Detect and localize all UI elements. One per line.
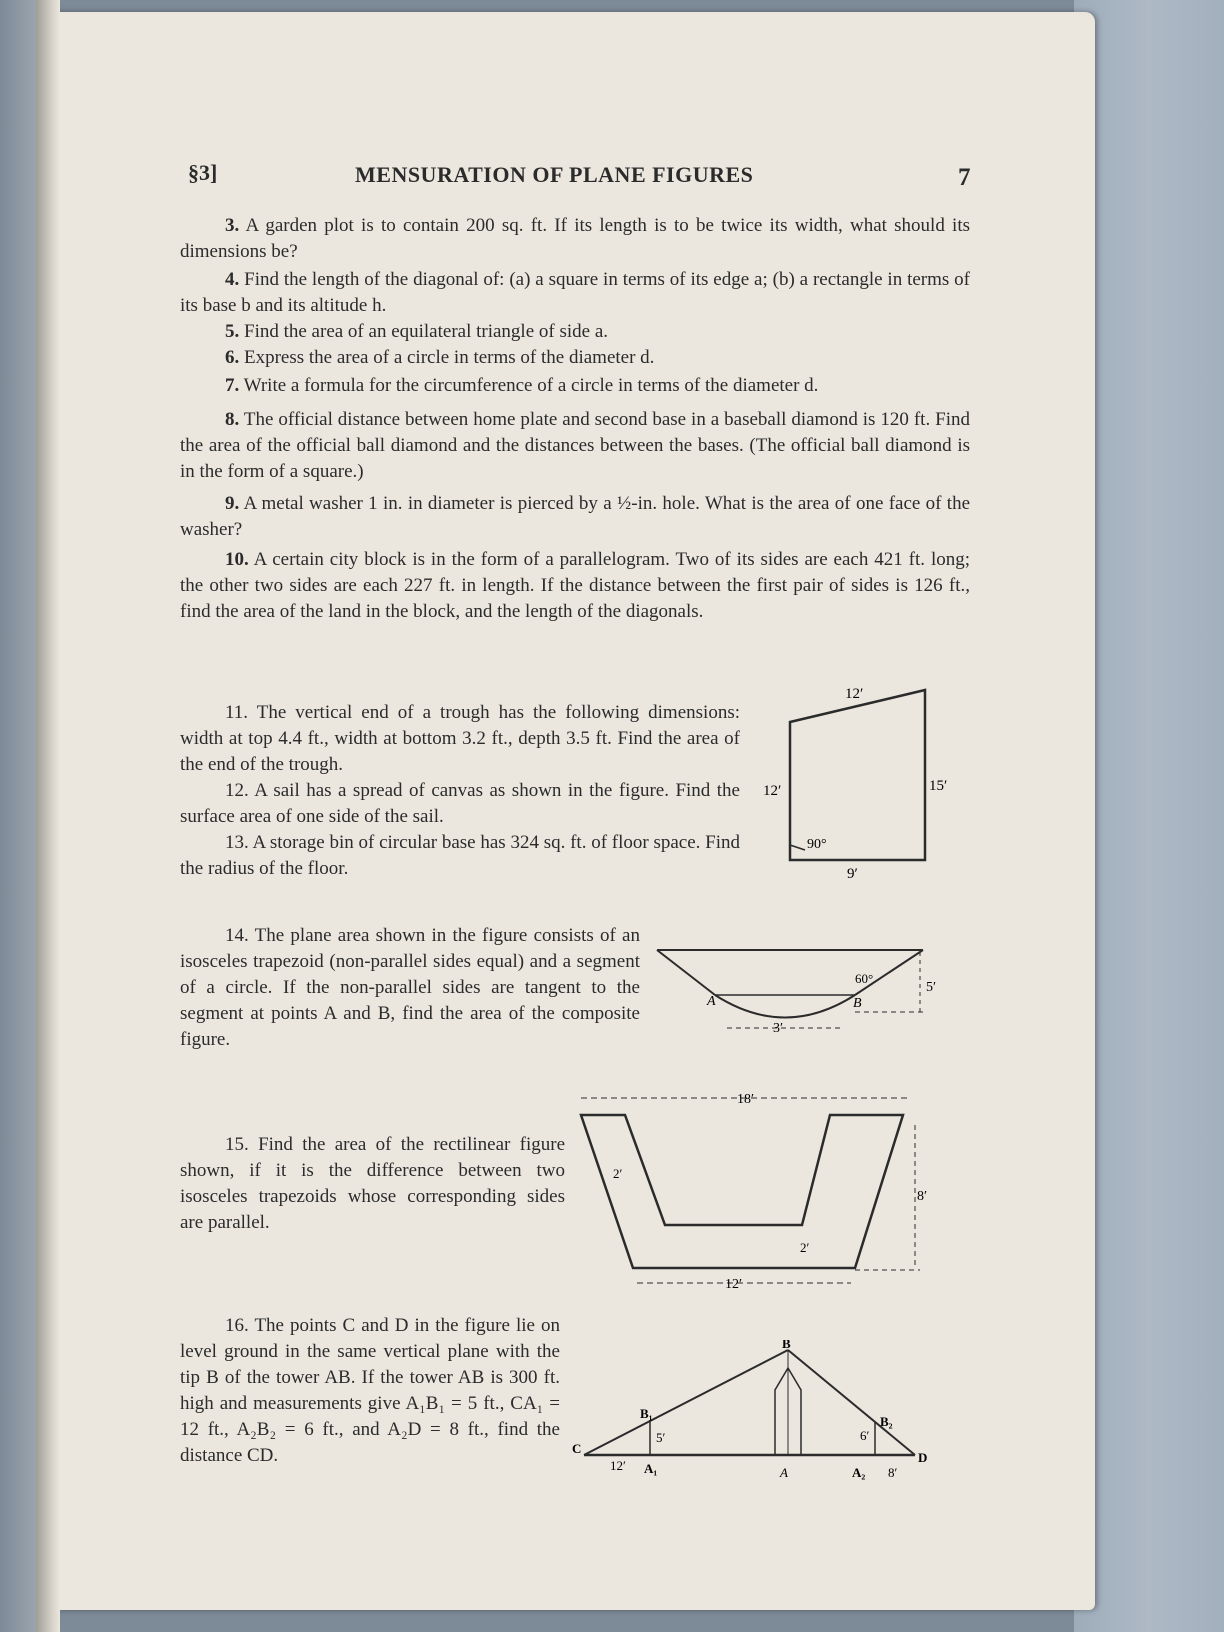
trap-label-bottom-width: 2′ xyxy=(800,1240,810,1255)
sail-angle-label: 90° xyxy=(807,837,827,852)
problems-sail xyxy=(180,700,740,882)
problem-10: 10. A certain city block is in the form of a parallelogram. Two of its sides are each 421 ft. long; the other two sides are each 227 ft. in length. If the distance between the first pair of sides is 126 ft., find the area of the land in the block, and the length of the diagonals. xyxy=(180,549,971,622)
trap-label-bottom: 12′ xyxy=(725,1277,743,1292)
page-number: 7 xyxy=(958,164,971,191)
rectilinear-shape xyxy=(581,1115,903,1268)
problem-5: 5. Find the area of an equilateral triangle of side a. xyxy=(225,321,609,342)
label-d: D xyxy=(918,1450,928,1465)
label-d1: 12′ xyxy=(610,1458,626,1473)
sail-outline xyxy=(790,690,925,860)
trap-label-height: 8′ xyxy=(917,1189,928,1204)
sight-line-c xyxy=(584,1350,788,1455)
problem-11: 11. The vertical end of a trough has the following dimensions: width at top 4.4 ft., width at bottom 3.2 ft., depth 3.5 ft. Find the area of the end of the trough. xyxy=(180,702,740,775)
problem-12: 12. A sail has a spread of canvas as shown in the figure. Find the surface area of one side of the sail. xyxy=(180,780,740,827)
angle-mark xyxy=(790,845,805,850)
trap-label-side: 2′ xyxy=(613,1166,623,1181)
running-head xyxy=(0,160,1224,200)
label-a1: A₁ xyxy=(644,1461,658,1476)
trap-label-top: 18′ xyxy=(737,1092,755,1107)
label-b2: B₂ xyxy=(880,1414,893,1429)
problem-8: 8. The official distance between home plate and second base in a baseball diamond is 120 ft. Find the area of the official ball diamond and the distances between the bases. (The official ball diamond is in the form of a square.) xyxy=(180,409,970,482)
problem-16: 16. The points C and D in the figure lie on level ground in the same vertical plane with the tip B of the tower AB. If the tower AB is 300 ft. high and measurements give A₁B₁ = 5 ft., CA₁ = 12 ft., A₂B₂ = 6 ft., and A₂D = 8 ft., find the distance CD. xyxy=(180,1315,560,1466)
problem-16-block xyxy=(180,1313,560,1469)
sail-label-bottom: 9′ xyxy=(847,866,858,880)
sight-line-d xyxy=(788,1350,915,1455)
segment-angle: 60° xyxy=(855,971,874,986)
trapezoid-figure xyxy=(575,1090,930,1300)
label-b1: B₁ xyxy=(640,1406,653,1421)
segment-chord: 3′ xyxy=(773,1021,784,1035)
label-d2: 8′ xyxy=(888,1465,898,1480)
point-b: B xyxy=(853,996,862,1011)
problem-7: 7. Write a formula for the circumference of a circle in terms of the diameter d. xyxy=(225,375,819,396)
problem-13: 13. A storage bin of circular base has 324 sq. ft. of floor space. Find the radius of the floor. xyxy=(180,832,740,879)
problem-3: 3. A garden plot is to contain 200 sq. ft. If its length is to be twice its width, what should its dimensions be? xyxy=(180,215,970,262)
segment-height: 5′ xyxy=(926,980,937,995)
problems-top xyxy=(180,213,970,625)
label-a: A xyxy=(780,1465,788,1480)
sail-figure xyxy=(755,680,970,880)
label-h1: 5′ xyxy=(656,1430,666,1445)
problem-15-block xyxy=(180,1132,565,1236)
page-title: MENSURATION OF PLANE FIGURES xyxy=(355,162,754,187)
problem-6: 6. Express the area of a circle in terms of the diameter d. xyxy=(225,347,655,368)
sail-label-left: 12′ xyxy=(763,783,782,799)
trap-left xyxy=(657,950,715,995)
sail-label-top: 12′ xyxy=(845,686,864,702)
problem-4: 4. Find the length of the diagonal of: (a) a square in terms of its edge a; (b) a rectangle in terms of its base b and its altitude h. xyxy=(180,269,970,316)
problem-9: 9. A metal washer 1 in. in diameter is pierced by a ½-in. hole. What is the area of one face of the washer? xyxy=(180,493,971,540)
page-gutter xyxy=(36,0,60,1632)
point-a: A xyxy=(707,994,716,1009)
backdrop-right xyxy=(1074,0,1224,1632)
label-b: B xyxy=(782,1340,791,1351)
section-marker: §3] xyxy=(188,160,218,185)
segment-figure xyxy=(655,935,945,1035)
label-h2: 6′ xyxy=(860,1428,870,1443)
label-a2: A₂ xyxy=(852,1465,866,1480)
problem-14-block xyxy=(180,923,640,1053)
problem-15: 15. Find the area of the rectilinear figure shown, if it is the difference between two isosceles trapezoids whose corresponding sides are parallel. xyxy=(180,1134,566,1233)
sail-label-right: 15′ xyxy=(929,778,948,794)
label-c: C xyxy=(572,1441,582,1456)
problem-14: 14. The plane area shown in the figure consists of an isosceles trapezoid (non-parallel sides equal) and a segment of a circle. If the non-parallel sides are tangent to the segment at points A and B, find the area of the composite figure. xyxy=(180,925,640,1050)
tower-figure xyxy=(570,1340,935,1490)
circle-segment xyxy=(715,995,855,1018)
